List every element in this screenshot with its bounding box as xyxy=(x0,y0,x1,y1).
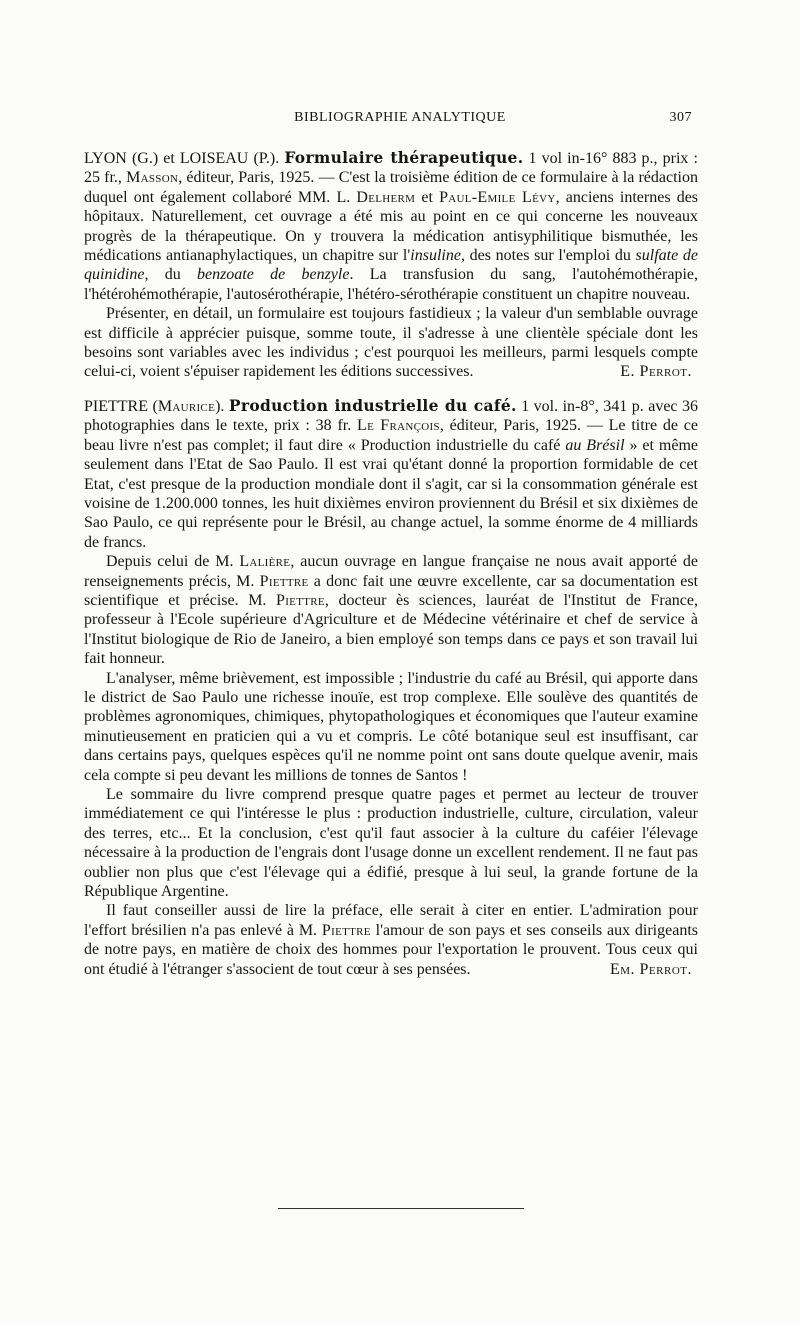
entry1-book-title: Formulaire thérapeutique. xyxy=(284,148,524,167)
entry2-book-title: Production industrielle du café. xyxy=(228,395,517,415)
entry2-paragraph-1: PIETTRE (Maurice). Production industrielle du café. 1 vol. in-8°, 341 p. avec 36 photographies dans le texte, prix : 38 fr. Le François, éditeur, Paris, 1925. — Le titre de ce beau livre n'est pas complet; il faut dire « Production industrielle du café au Brésil » et même seulement dans l'Etat de Sao Paulo. Il est vrai qu'étant donné la proportion formidable de cet Etat, c'est presque de la production mondiale dont il s'agit, car si la consommation générale est voisine de 1.200.000 tonnes, les huit dixièmes environ proviennent du Brésil et six dixièmes de Sao Paulo, ce qui représente pour le Brésil, au change actuel, la somme énorme de 4 milliards de francs. xyxy=(84,395,699,551)
entry1-publisher: Masson xyxy=(126,169,179,187)
entry1-authors: LYON (G.) et LOISEAU (P.). xyxy=(84,150,285,167)
entry2-author: PIETTRE ( xyxy=(84,397,158,415)
review-entry-formulaire xyxy=(84,148,698,382)
entry1-paragraph-2: Présenter, en détail, un formulaire est toujours fastidieux ; la valeur d'un semblable ouvrage est difficile à apprécier puisque, somme toute, il s'adresse à une clientèle spéciale dont les besoins sont variables avec les individus ; c'est pourquoi les meilleurs, parmi lesquels compte celui-ci, voient s'épuiser rapidement les éditions successives. E. Perrot. xyxy=(84,305,698,381)
page-number: 307 xyxy=(669,110,692,125)
section-divider xyxy=(278,1208,524,1209)
entry2-paragraph-3: L'analyser, même brièvement, est impossible ; l'industrie du café au Brésil, qui apporte dans le district de Sao Paulo une richesse inouïe, est trop complexe. Elle soulève des quantités de problèmes agronomiques, chimiques, phytopathologiques et économiques que l'auteur examine minutieusement en praticien qui a vu et compris. Le côté botanique seul est insuffisant, car dans certains pays, quelques espèces qu'il ne nomme point ont sans doute quelque avenir, mais cela compte si peu devant les millions de tonnes de Santos ! xyxy=(84,669,698,784)
entry1-paragraph-1: LYON (G.) et LOISEAU (P.). Formulaire thérapeutique. 1 vol in-16° 883 p., prix : 25 fr., Masson, éditeur, Paris, 1925. — C'est la troisième édition de ce formulaire à la rédaction duquel ont également collaboré MM. L. Delherm et Paul-Emile Lévy, anciens internes des hôpitaux. Naturellement, cet ouvrage a été mis au point en ce qui concerne les nouveaux progrès de la thérapeutique. On y trouvera la médication antisyphilitique bismuthée, les médications antianaphylactiques, un chapitre sur l'insuline, des notes sur l'emploi du sulfate de quinidine, du benzoate de benzyle. La transfusion du sang, l'autohémothérapie, l'hétérohémothérapie, l'autosérothérapie, l'hétéro-sérothérapie constituent un chapitre nouveau. xyxy=(84,148,699,303)
review-column xyxy=(84,148,698,993)
running-header xyxy=(0,110,800,132)
entry2-signature: Em. Perrot. xyxy=(609,960,692,978)
entry2-publisher: Le François xyxy=(357,417,440,435)
header-title: BIBLIOGRAPHIE ANALYTIQUE xyxy=(294,110,506,125)
entry2-paragraph-5: Il faut conseiller aussi de lire la préface, elle serait à citer en entier. L'admiration pour l'effort brésilien n'a pas enlevé à M. Piettre l'amour de son pays et ses conseils aux dirigeants de notre pays, en matière de choix des hommes pour l'exportation le prouvent. Tous ceux qui ont étudié à l'étranger s'associent de tout cœur à ses pensées. Em. Perrot. xyxy=(84,902,699,978)
entry1-signature: E. Perrot. xyxy=(620,363,692,381)
entry2-paragraph-4: Le sommaire du livre comprend presque quatre pages et permet au lecteur de trouver immédiatement ce qui l'intéresse le plus : production industrielle, culture, circulation, valeur des terres, etc... Et la conclusion, c'est qu'il faut associer à la culture du caféier l'élevage nécessaire à la production de l'engrais dont l'usage donne un excellent rendement. Il ne faut pas oublier non plus que c'est l'élevage qui a édifié, presque à lui seul, la grande fortune de la République Argentine. xyxy=(84,786,698,901)
review-entry-production-cafe xyxy=(84,396,698,979)
entry2-paragraph-2: Depuis celui de M. Lalière, aucun ouvrage en langue française ne nous avait apporté de renseignements précis, M. Piettre a donc fait une œuvre excellente, car sa documentation est scientifique et précise. M. Piettre, docteur ès sciences, lauréat de l'Institut de France, professeur à l'Ecole supérieure d'Agriculture et de Médecine vétérinaire et chef de service à l'Institut biologique de Rio de Janeiro, a bien employé son temps dans ce pays et son travail lui fait honneur. xyxy=(84,553,699,668)
